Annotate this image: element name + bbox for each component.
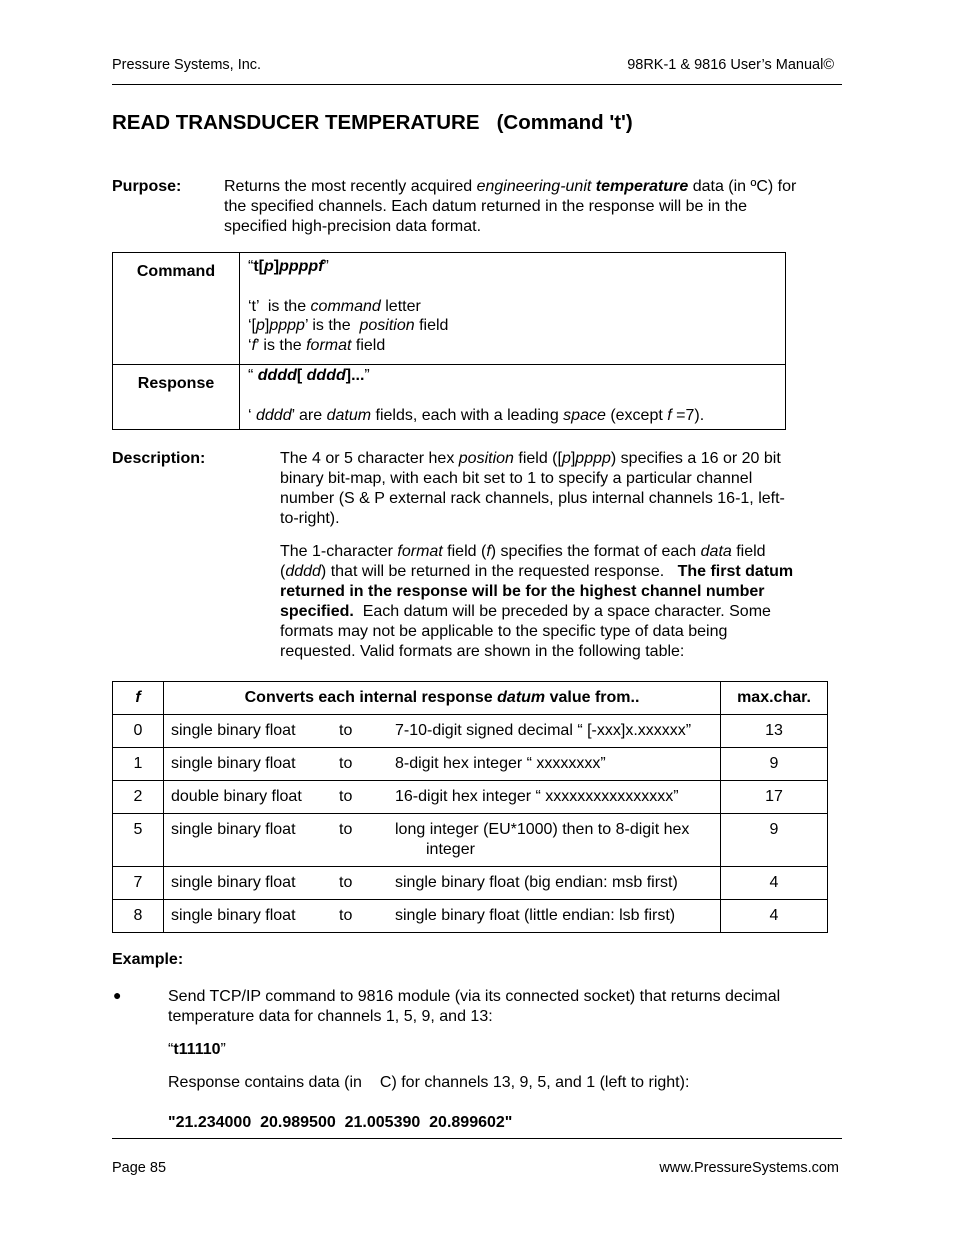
conversion-dest: single binary float (little endian: lsb first) bbox=[395, 907, 676, 924]
c2c: ’ is the bbox=[304, 317, 360, 334]
format-rows bbox=[113, 715, 828, 933]
footer-right: www.PressureSystems.com bbox=[659, 1160, 839, 1176]
page-title: READ TRANSDUCER TEMPERATURE (Command 't') bbox=[112, 111, 633, 134]
format-row bbox=[113, 715, 828, 748]
era: Response contains data (in bbox=[168, 1074, 362, 1091]
format-table-header bbox=[113, 682, 828, 715]
header-rule bbox=[112, 84, 842, 85]
conversion-line bbox=[171, 906, 712, 926]
response-row bbox=[113, 365, 786, 430]
d1i1: position bbox=[458, 450, 514, 467]
desc-p1-l1 bbox=[280, 449, 840, 469]
bullet-icon: ● bbox=[113, 987, 122, 1003]
format-conversion bbox=[164, 867, 721, 900]
d1i2: p bbox=[561, 450, 571, 467]
format-max-char: 4 bbox=[721, 867, 828, 900]
ri4: f bbox=[667, 406, 672, 424]
c2i1: p bbox=[256, 317, 265, 334]
desc-p1-l2: binary bit-map, with each bit set to 1 to specify a particular channel bbox=[280, 470, 753, 487]
format-conversion bbox=[164, 748, 721, 781]
command-cell bbox=[240, 253, 786, 365]
c2b: ] bbox=[264, 317, 270, 334]
c3i1: f bbox=[251, 336, 257, 354]
conversion-dest: single binary float (big endian: msb first) bbox=[395, 874, 678, 891]
format-conversion bbox=[164, 781, 721, 814]
format-conversion bbox=[164, 814, 721, 867]
purpose-line-3: specified high-precision data format. bbox=[224, 218, 482, 235]
conversion-dest: 8-digit hex integer “ xxxxxxxx” bbox=[395, 755, 606, 772]
description-label: Description: bbox=[112, 450, 206, 467]
hca: Converts each internal response bbox=[244, 689, 498, 706]
desc-p2-l4 bbox=[280, 602, 840, 622]
rb1: [ bbox=[296, 367, 307, 384]
desc-p1-l3: number (S & P external rack channels, plus internal channels 16-1, left- bbox=[280, 490, 785, 507]
footer-left: Page 85 bbox=[112, 1160, 167, 1176]
header-converts bbox=[164, 682, 721, 715]
purpose-text-2: engineering-unit bbox=[476, 178, 592, 195]
d2l4bold: specified. bbox=[280, 603, 354, 620]
ri1: dddd bbox=[256, 406, 292, 424]
d1d: ) specifies a 16 or 20 bit bbox=[610, 450, 781, 467]
conversion-from: single binary float bbox=[171, 907, 296, 924]
c3a: ‘ bbox=[248, 336, 252, 354]
d2l2bold: The first datum bbox=[677, 563, 794, 580]
example-text bbox=[168, 987, 840, 1027]
format-row bbox=[113, 867, 828, 900]
d2l2i: dddd bbox=[285, 563, 321, 580]
command-syntax bbox=[248, 257, 777, 277]
rc: fields, each with a leading bbox=[371, 406, 564, 424]
format-code: 1 bbox=[113, 748, 164, 781]
c3c: field bbox=[351, 336, 386, 354]
cmd-bi2: ppppf bbox=[279, 258, 324, 275]
cmd-b2: ] bbox=[273, 258, 280, 275]
example-label: Example: bbox=[112, 951, 184, 968]
d1i3: pppp bbox=[575, 450, 611, 467]
format-max-char: 13 bbox=[721, 715, 828, 748]
desc-p2-l5: formats may not be applicable to the specific type of data being bbox=[280, 623, 728, 640]
cmd-bi1: p bbox=[263, 258, 274, 275]
ri2: datum bbox=[326, 406, 372, 424]
command-line-3 bbox=[248, 336, 777, 356]
conversion-dest: 16-digit hex integer “ xxxxxxxxxxxxxxxx” bbox=[395, 788, 679, 805]
command-table bbox=[112, 252, 786, 430]
hcb: value from.. bbox=[545, 689, 640, 706]
d1c: ] bbox=[570, 450, 576, 467]
d2i1: format bbox=[397, 543, 443, 560]
conversion-from: single binary float bbox=[171, 755, 296, 772]
ecq1: “ bbox=[168, 1041, 174, 1058]
conversion-line bbox=[171, 820, 712, 840]
c1a: ‘t’ is the bbox=[248, 297, 311, 315]
cmd-q1: “ bbox=[248, 258, 254, 275]
d2l4: Each datum will be preceded by a space character. Some bbox=[353, 603, 771, 620]
conversion-line bbox=[171, 721, 712, 741]
header-f: f bbox=[113, 682, 164, 715]
ecq2: ” bbox=[220, 1041, 226, 1058]
cmd-b1: t[ bbox=[253, 258, 264, 275]
footer-rule bbox=[112, 1138, 842, 1139]
format-row bbox=[113, 900, 828, 933]
response-desc bbox=[248, 406, 777, 426]
header-right: 98RK-1 & 9816 User’s Manual© bbox=[627, 57, 834, 73]
response-syntax bbox=[248, 366, 777, 386]
d2a: The 1-character bbox=[280, 543, 398, 560]
rd: (except bbox=[605, 406, 668, 424]
purpose-text-1: Returns the most recently acquired bbox=[224, 178, 477, 195]
rb2: ]... bbox=[345, 367, 365, 384]
desc-p2-l6: requested. Valid formats are shown in the following table: bbox=[280, 643, 685, 660]
command-line-2 bbox=[248, 316, 777, 336]
conversion-to: to bbox=[339, 874, 353, 891]
ra: ‘ bbox=[248, 406, 256, 424]
d1a: The 4 or 5 character hex bbox=[280, 450, 459, 467]
format-code: 0 bbox=[113, 715, 164, 748]
d1b: field ([ bbox=[513, 450, 562, 467]
conversion-line bbox=[171, 873, 712, 893]
format-max-char: 17 bbox=[721, 781, 828, 814]
format-conversion bbox=[164, 900, 721, 933]
rbi2: dddd bbox=[306, 367, 346, 384]
conversion-to: to bbox=[339, 755, 353, 772]
example-line-1: Send TCP/IP command to 9816 module (via its connected socket) that returns decimal bbox=[168, 988, 781, 1005]
d2i2: f bbox=[486, 543, 491, 560]
conversion-line bbox=[171, 754, 712, 774]
response-cell bbox=[240, 365, 786, 430]
purpose-line-2: the specified channels. Each datum returned in the response will be in the bbox=[224, 198, 747, 215]
d2b: field ( bbox=[442, 543, 487, 560]
format-code: 2 bbox=[113, 781, 164, 814]
header-max-char: max.char. bbox=[721, 682, 828, 715]
d2l2a: ( bbox=[280, 563, 286, 580]
rb: ’ are bbox=[291, 406, 327, 424]
d2d: field bbox=[731, 543, 766, 560]
c1i: command bbox=[310, 297, 381, 315]
conversion-from: single binary float bbox=[171, 821, 296, 838]
erb: C) for channels 13, 9, 5, and 1 (left to right): bbox=[379, 1074, 690, 1091]
desc-p2-l3: returned in the response will be for the highest channel number bbox=[280, 583, 765, 600]
response-label: Response bbox=[113, 365, 240, 430]
format-max-char: 9 bbox=[721, 814, 828, 867]
conversion-dest: 7-10-digit signed decimal “ [-xxx]x.xxxxxx” bbox=[395, 722, 692, 739]
example-response-value: "21.234000 20.989500 21.005390 20.899602" bbox=[168, 1114, 513, 1131]
conversion-to: to bbox=[339, 907, 353, 924]
d2l2b: ) that will be returned in the requested response. bbox=[320, 563, 678, 580]
format-code: 5 bbox=[113, 814, 164, 867]
example-line-2: temperature data for channels 1, 5, 9, and 13: bbox=[168, 1008, 493, 1025]
ri3: space bbox=[563, 406, 606, 424]
purpose-text-4: data (in ºC) for bbox=[688, 178, 797, 195]
conversion-from: single binary float bbox=[171, 722, 296, 739]
format-code: 8 bbox=[113, 900, 164, 933]
conversion-from: double binary float bbox=[171, 788, 302, 805]
format-row bbox=[113, 781, 828, 814]
rq2: ” bbox=[364, 367, 370, 384]
format-code: 7 bbox=[113, 867, 164, 900]
conversion-dest-cont: integer bbox=[426, 841, 475, 858]
c3i2: format bbox=[306, 336, 352, 354]
c2a: ‘[ bbox=[248, 317, 256, 334]
conversion-dest: long integer (EU*1000) then to 8-digit hex bbox=[395, 821, 690, 838]
description-text bbox=[280, 449, 840, 662]
command-label: Command bbox=[113, 253, 240, 365]
header-left: Pressure Systems, Inc. bbox=[112, 57, 262, 73]
format-max-char: 4 bbox=[721, 900, 828, 933]
command-row bbox=[113, 253, 786, 365]
example-command bbox=[168, 1041, 226, 1059]
c1b: letter bbox=[380, 297, 421, 315]
desc-p1-l4: to-right). bbox=[280, 510, 340, 527]
rq1: “ bbox=[248, 367, 258, 384]
format-max-char: 9 bbox=[721, 748, 828, 781]
example-response-desc bbox=[168, 1074, 689, 1092]
purpose-text bbox=[224, 177, 844, 237]
cmd-q2: ” bbox=[323, 258, 329, 275]
format-table bbox=[112, 681, 828, 933]
c2i3: position bbox=[359, 317, 415, 334]
hci: datum bbox=[497, 689, 546, 706]
conversion-line bbox=[171, 787, 712, 807]
purpose-text-3: temperature bbox=[595, 178, 689, 195]
format-conversion bbox=[164, 715, 721, 748]
rbi1: dddd bbox=[257, 367, 297, 384]
format-row bbox=[113, 814, 828, 867]
format-row bbox=[113, 748, 828, 781]
conversion-to: to bbox=[339, 788, 353, 805]
command-line-1 bbox=[248, 297, 777, 317]
re: =7). bbox=[671, 406, 705, 424]
purpose-label: Purpose: bbox=[112, 178, 182, 195]
conversion-to: to bbox=[339, 722, 353, 739]
d2c: ) specifies the format of each bbox=[490, 543, 701, 560]
c2d: field bbox=[414, 317, 449, 334]
c2i2: pppp bbox=[269, 317, 305, 334]
conversion-to: to bbox=[339, 821, 353, 838]
d2i3: data bbox=[700, 543, 732, 560]
example-cmd: t11110 bbox=[173, 1041, 221, 1058]
desc-p2-l2 bbox=[280, 562, 840, 582]
conversion-from: single binary float bbox=[171, 874, 296, 891]
c3b: ’ is the bbox=[256, 336, 307, 354]
desc-p2-l1 bbox=[280, 542, 840, 562]
